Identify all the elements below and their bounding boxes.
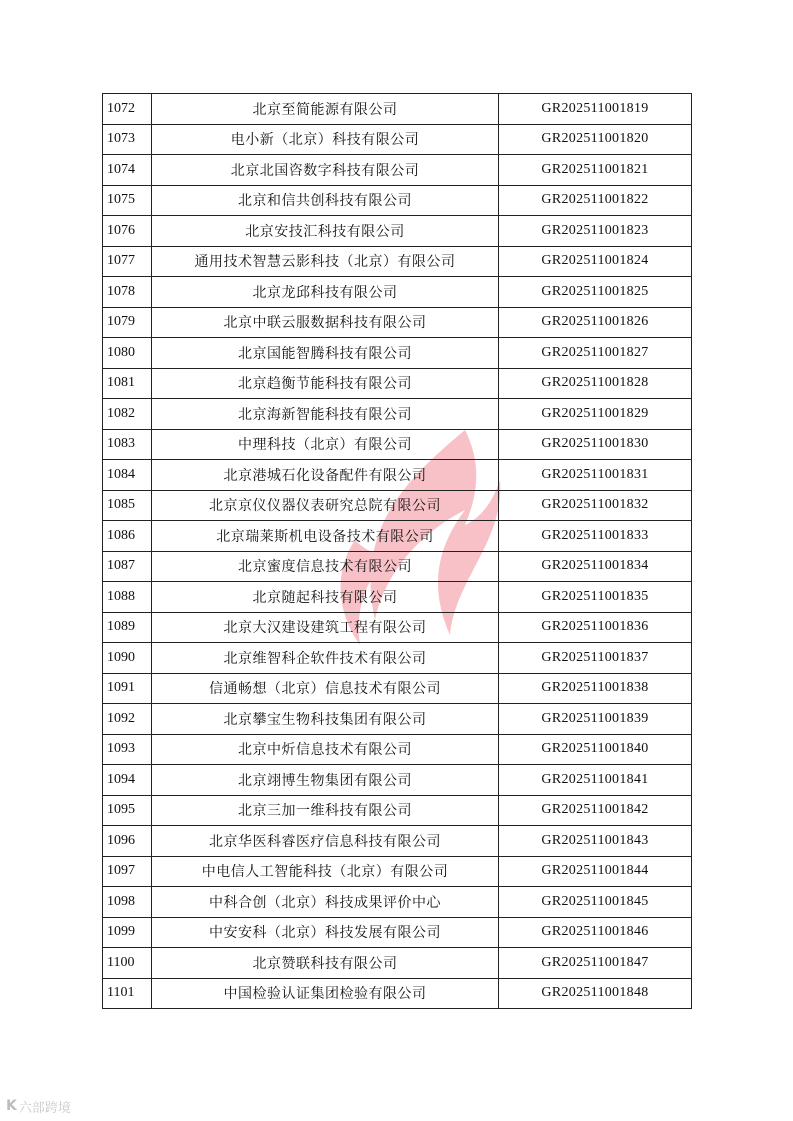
company-name: 北京龙邱科技有限公司	[152, 277, 499, 308]
company-name: 北京京仪仪器仪表研究总院有限公司	[152, 490, 499, 521]
certificate-code: GR202511001824	[499, 246, 692, 277]
table-row	[103, 948, 692, 979]
row-number: 1084	[103, 460, 152, 491]
row-number: 1096	[103, 826, 152, 857]
company-name: 北京翊博生物集团有限公司	[152, 765, 499, 796]
table-row	[103, 704, 692, 735]
table-row	[103, 826, 692, 857]
company-name: 北京攀宝生物科技集团有限公司	[152, 704, 499, 735]
certificate-code: GR202511001844	[499, 856, 692, 887]
table-row	[103, 185, 692, 216]
certificate-code: GR202511001828	[499, 368, 692, 399]
company-name: 北京蜜度信息技术有限公司	[152, 551, 499, 582]
certificate-code: GR202511001835	[499, 582, 692, 613]
certificate-code: GR202511001839	[499, 704, 692, 735]
company-name: 中理科技（北京）有限公司	[152, 429, 499, 460]
company-name: 北京维智科企软件技术有限公司	[152, 643, 499, 674]
table-row	[103, 643, 692, 674]
row-number: 1078	[103, 277, 152, 308]
footer-watermark	[6, 1095, 71, 1117]
company-name: 北京瑞莱斯机电设备技术有限公司	[152, 521, 499, 552]
footer-logo-icon: K	[6, 1098, 17, 1114]
company-name: 北京赞联科技有限公司	[152, 948, 499, 979]
certificate-code: GR202511001845	[499, 887, 692, 918]
table-row	[103, 338, 692, 369]
certificate-table	[102, 93, 692, 1009]
company-name: 信通畅想（北京）信息技术有限公司	[152, 673, 499, 704]
table-row	[103, 887, 692, 918]
table-row	[103, 734, 692, 765]
table-row	[103, 94, 692, 125]
certificate-code: GR202511001848	[499, 978, 692, 1009]
certificate-code: GR202511001846	[499, 917, 692, 948]
company-name: 北京海新智能科技有限公司	[152, 399, 499, 430]
row-number: 1095	[103, 795, 152, 826]
table-row	[103, 490, 692, 521]
row-number: 1097	[103, 856, 152, 887]
company-name: 中科合创（北京）科技成果评价中心	[152, 887, 499, 918]
company-name: 北京国能智腾科技有限公司	[152, 338, 499, 369]
row-number: 1076	[103, 216, 152, 247]
row-number: 1075	[103, 185, 152, 216]
row-number: 1081	[103, 368, 152, 399]
row-number: 1098	[103, 887, 152, 918]
certificate-code: GR202511001833	[499, 521, 692, 552]
row-number: 1100	[103, 948, 152, 979]
row-number: 1086	[103, 521, 152, 552]
certificate-code: GR202511001827	[499, 338, 692, 369]
certificate-code: GR202511001838	[499, 673, 692, 704]
certificate-code: GR202511001830	[499, 429, 692, 460]
row-number: 1085	[103, 490, 152, 521]
table-row	[103, 155, 692, 186]
table-row	[103, 399, 692, 430]
table-row	[103, 856, 692, 887]
table-body	[103, 94, 692, 1009]
row-number: 1077	[103, 246, 152, 277]
row-number: 1083	[103, 429, 152, 460]
certificate-code: GR202511001840	[499, 734, 692, 765]
company-name: 北京至简能源有限公司	[152, 94, 499, 125]
table-row	[103, 673, 692, 704]
table-row	[103, 582, 692, 613]
company-name: 北京港城石化设备配件有限公司	[152, 460, 499, 491]
company-name: 北京华医科睿医疗信息科技有限公司	[152, 826, 499, 857]
row-number: 1072	[103, 94, 152, 125]
row-number: 1073	[103, 124, 152, 155]
row-number: 1087	[103, 551, 152, 582]
certificate-code: GR202511001841	[499, 765, 692, 796]
table-row	[103, 307, 692, 338]
company-name: 中国检验认证集团检验有限公司	[152, 978, 499, 1009]
certificate-code: GR202511001823	[499, 216, 692, 247]
table-row	[103, 612, 692, 643]
company-name: 北京北国咨数字科技有限公司	[152, 155, 499, 186]
footer-logo-text: 六部跨境	[18, 1100, 71, 1116]
row-number: 1088	[103, 582, 152, 613]
company-name: 北京三加一维科技有限公司	[152, 795, 499, 826]
certificate-code: GR202511001829	[499, 399, 692, 430]
certificate-code: GR202511001847	[499, 948, 692, 979]
certificate-code: GR202511001820	[499, 124, 692, 155]
row-number: 1074	[103, 155, 152, 186]
table-row	[103, 246, 692, 277]
table-row	[103, 551, 692, 582]
row-number: 1080	[103, 338, 152, 369]
company-name: 通用技术智慧云影科技（北京）有限公司	[152, 246, 499, 277]
table-row	[103, 917, 692, 948]
table-row	[103, 795, 692, 826]
company-name: 北京随起科技有限公司	[152, 582, 499, 613]
row-number: 1094	[103, 765, 152, 796]
company-name: 北京中联云服数据科技有限公司	[152, 307, 499, 338]
company-name: 电小新（北京）科技有限公司	[152, 124, 499, 155]
row-number: 1079	[103, 307, 152, 338]
row-number: 1092	[103, 704, 152, 735]
table-row	[103, 765, 692, 796]
certificate-code: GR202511001819	[499, 94, 692, 125]
table-row	[103, 124, 692, 155]
certificate-code: GR202511001825	[499, 277, 692, 308]
table-row	[103, 460, 692, 491]
row-number: 1101	[103, 978, 152, 1009]
table-row	[103, 216, 692, 247]
row-number: 1099	[103, 917, 152, 948]
row-number: 1082	[103, 399, 152, 430]
table-row	[103, 978, 692, 1009]
company-name: 北京大汉建设建筑工程有限公司	[152, 612, 499, 643]
certificate-code: GR202511001822	[499, 185, 692, 216]
company-name: 中电信人工智能科技（北京）有限公司	[152, 856, 499, 887]
certificate-code: GR202511001826	[499, 307, 692, 338]
row-number: 1089	[103, 612, 152, 643]
table-row	[103, 368, 692, 399]
company-name: 北京趋衡节能科技有限公司	[152, 368, 499, 399]
row-number: 1093	[103, 734, 152, 765]
certificate-code: GR202511001836	[499, 612, 692, 643]
row-number: 1091	[103, 673, 152, 704]
company-name: 北京和信共创科技有限公司	[152, 185, 499, 216]
company-name: 北京中炘信息技术有限公司	[152, 734, 499, 765]
row-number: 1090	[103, 643, 152, 674]
certificate-code: GR202511001831	[499, 460, 692, 491]
certificate-code: GR202511001832	[499, 490, 692, 521]
certificate-code: GR202511001837	[499, 643, 692, 674]
company-name: 北京安技汇科技有限公司	[152, 216, 499, 247]
table-row	[103, 429, 692, 460]
company-name: 中安安科（北京）科技发展有限公司	[152, 917, 499, 948]
certificate-code: GR202511001842	[499, 795, 692, 826]
certificate-code: GR202511001843	[499, 826, 692, 857]
certificate-code: GR202511001821	[499, 155, 692, 186]
certificate-code: GR202511001834	[499, 551, 692, 582]
table-row	[103, 277, 692, 308]
table-row	[103, 521, 692, 552]
